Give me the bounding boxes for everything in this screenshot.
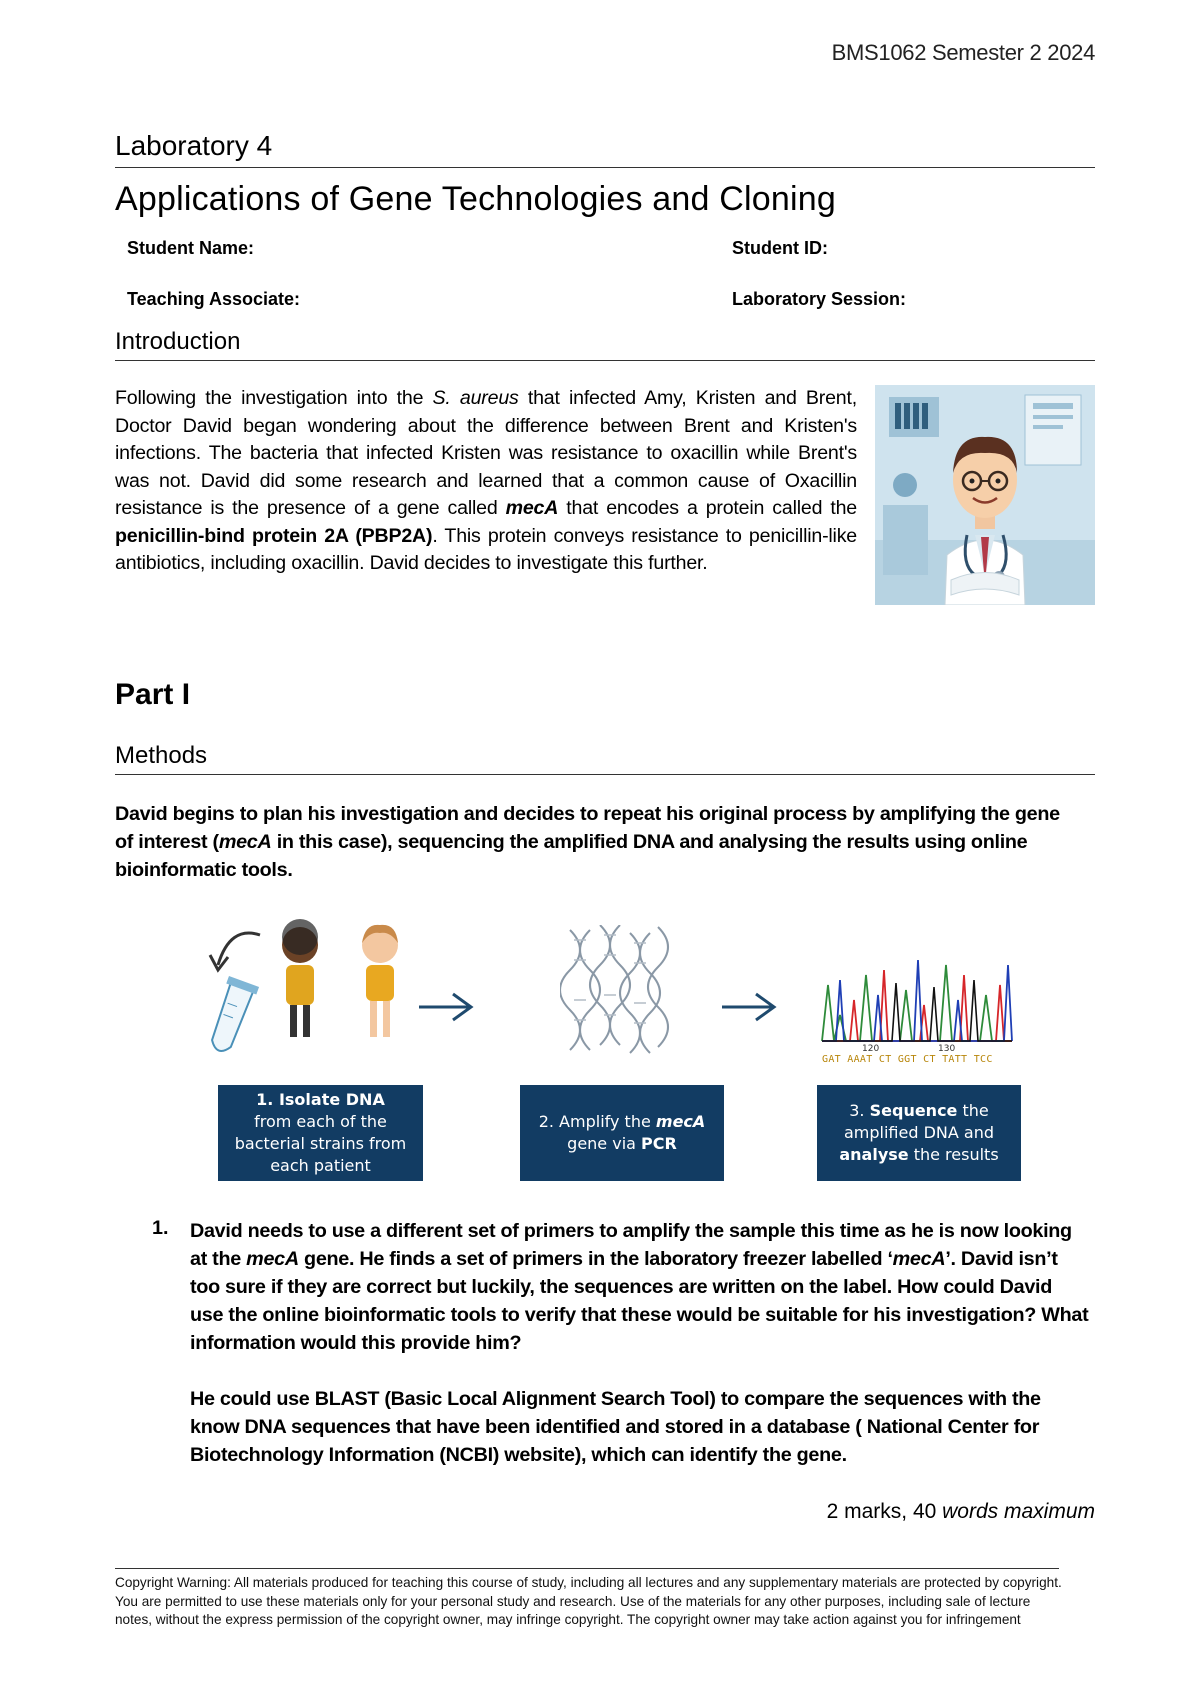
step-2-description: 2. Amplify the <box>538 1112 656 1131</box>
intro-text: that encodes a protein called the <box>558 497 857 519</box>
footer-rule <box>115 1568 1059 1569</box>
intro-text: . This protein conveys resistance to penicillin-like antibiotics, including oxacillin. David decides to investigate this further. <box>115 524 857 574</box>
student-name-label: Student Name: <box>127 238 255 258</box>
workflow-step-2 <box>520 1085 724 1181</box>
methods-rule <box>115 774 1095 775</box>
title-rule <box>115 167 1095 168</box>
step-2-pcr: PCR <box>641 1134 677 1153</box>
workflow-step-1 <box>218 1085 423 1181</box>
intro-text: Following the investigation into the <box>115 387 433 409</box>
step-3-description: 3. <box>849 1101 870 1120</box>
species-name: S. aureus <box>432 387 519 409</box>
marks-note <box>827 1500 1095 1524</box>
question-1-answer: He could use BLAST (Basic Local Alignment Search Tool) to compare the sequences with the know DNA sequences that have been identified and stored in a database ( National Center for Biotechnology Information (NCBI) website), which can identify the gene. <box>190 1388 1041 1466</box>
copyright-warning: Copyright Warning: All materials produced for teaching this course of study, including all lectures and any supplementary materials are protected by copyright. You are permitted to use these materials only for your personal study and research. Use of the materials for any other purposes, including sale of lecture notes, without the express permission of the copyright owner, may infringe copyright. The copyright owner may take action against you for infringement <box>115 1575 1062 1627</box>
lead-text: in this case), sequencing the amplified DNA and analysing the results using online bioinformatic tools. <box>115 831 1028 881</box>
chromatogram-tick: 120 <box>862 1044 880 1054</box>
introduction-heading: Introduction <box>115 328 241 355</box>
step-3-description: the amplified DNA and <box>843 1101 995 1142</box>
step-2-description: gene via <box>567 1134 642 1153</box>
question-text: ’. David isn’t too sure if they are correct but luckily, the sequences are written on the label. How could David use the online bioinformatic tools to verify that these would be suitable for his investigation? What information would this provide him? <box>190 1248 1089 1354</box>
step-3-bold: analyse <box>839 1145 909 1164</box>
dna-helix-illustration <box>560 925 680 1055</box>
arrow-icon <box>718 990 778 1024</box>
step-2-gene: mecA <box>655 1112 706 1131</box>
introduction-paragraph <box>115 385 857 578</box>
step-2-text <box>539 1111 706 1155</box>
methods-lead-paragraph <box>115 800 1075 884</box>
lead-text: David begins to plan his investigation and decides to repeat his original process by amplifying the gene of interest ( <box>115 803 1060 853</box>
course-header: BMS1062 Semester 2 2024 <box>831 40 1095 65</box>
gene-name: mecA <box>505 497 559 519</box>
sequencing-chromatogram <box>820 945 1015 1065</box>
document-title: Applications of Gene Technologies and Cloning <box>115 180 836 218</box>
chromatogram-tick: 130 <box>938 1044 956 1054</box>
chromatogram-sequence: GAT AAAT CT GGT CT TATT TCC <box>822 1054 993 1065</box>
marks-count: 2 marks, 40 <box>826 1500 943 1523</box>
workflow-step-3 <box>817 1085 1021 1181</box>
protein-name: penicillin-bind protein 2A (PBP2A) <box>115 524 433 547</box>
student-id-label: Student ID: <box>732 238 828 258</box>
lab-title: Laboratory 4 <box>115 130 273 161</box>
step-1-text <box>218 1089 423 1177</box>
step-3-text <box>817 1100 1021 1166</box>
gene-name: mecA <box>246 1248 299 1270</box>
step-3-description: the results <box>908 1145 999 1164</box>
step-1-title: 1. Isolate DNA <box>256 1090 385 1109</box>
laboratory-session-label: Laboratory Session: <box>732 289 907 309</box>
teaching-associate-label: Teaching Associate: <box>127 289 301 309</box>
methods-heading: Methods <box>115 742 208 769</box>
question-number: 1. <box>152 1217 169 1239</box>
gene-name: mecA <box>892 1248 946 1270</box>
part-title: Part I <box>115 678 191 711</box>
word-limit: words maximum <box>942 1500 1095 1523</box>
step-3-bold: Sequence <box>869 1101 958 1120</box>
question-1-text <box>190 1217 1090 1357</box>
arrow-icon <box>415 990 475 1024</box>
gene-name: mecA <box>218 831 272 853</box>
question-text: David needs to use a different set of primers to amplify the sample this time as he is now looking at the <box>190 1220 1072 1270</box>
intro-text: that infected Amy, Kristen and Brent, Doctor David began wondering about the difference between Brent and Kristen's infections. The bacteria that infected Kristen was resistance to oxacillin while Brent's was not. David did some research and learned that a common cause of Oxacillin resistance is the presence of a gene called <box>115 387 857 519</box>
step-1-description: from each of the bacterial strains from each patient <box>234 1112 407 1175</box>
question-text: gene. He finds a set of primers in the laboratory freezer labelled ‘ <box>298 1248 893 1270</box>
doctor-illustration <box>875 385 1095 605</box>
introduction-rule <box>115 360 1095 361</box>
